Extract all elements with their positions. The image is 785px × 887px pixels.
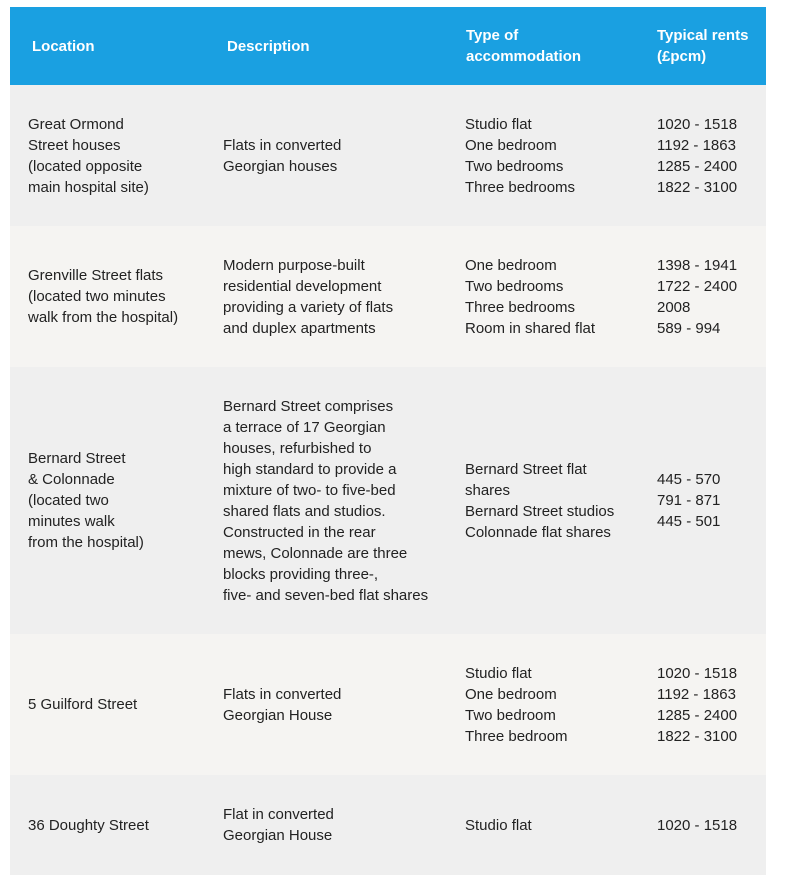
location-cell-line: Bernard Street: [28, 450, 126, 467]
table-row: [10, 775, 766, 875]
location-cell-line: Street houses: [28, 136, 121, 154]
description-cell-line: Georgian House: [223, 827, 333, 844]
rent-cell-line: 791 - 871: [657, 492, 721, 509]
accommodation-type-cell: [465, 85, 645, 226]
description-cell-line: Georgian House: [223, 706, 333, 724]
header-type-label-line1: Type of: [466, 27, 519, 44]
rent-cell: [657, 85, 767, 226]
accommodation-type-cell-line: Studio flat: [465, 115, 532, 133]
accommodation-type-cell-line: Room in shared flat: [465, 319, 596, 337]
table-row: [10, 85, 766, 226]
rent-cell-line: 1020 - 1518: [657, 664, 738, 682]
description-cell: [223, 367, 453, 634]
accommodation-type-cell-line: Three bedroom: [465, 727, 568, 745]
rent-cell-line: 1285 - 2400: [657, 706, 738, 724]
description-cell-line: and duplex apartments: [223, 319, 376, 337]
accommodation-type-cell-line: Studio flat: [465, 664, 532, 682]
accommodation-type-cell-line: Studio flat: [465, 816, 532, 834]
description-cell-line: Flat in converted: [223, 806, 334, 823]
location-cell-line: Grenville Street flats: [28, 267, 164, 284]
accommodation-type-cell-line: Bernard Street studios: [465, 502, 615, 520]
location-cell-line: walk from the hospital): [28, 309, 179, 326]
description-cell: [223, 226, 453, 367]
description-cell-line: houses, refurbished to: [223, 439, 372, 457]
accommodation-type-cell-line: Three bedrooms: [465, 298, 576, 316]
rent-cell-line: 1192 - 1863: [657, 685, 736, 703]
location-cell-line: main hospital site): [28, 178, 149, 196]
accommodation-type-cell-line: Two bedrooms: [465, 277, 564, 295]
location-cell-line: (located two minutes: [28, 288, 166, 305]
header-description: [227, 7, 457, 85]
accommodation-type-cell-line: One bedroom: [465, 685, 557, 703]
description-cell: [223, 634, 453, 775]
header-type: [466, 7, 646, 85]
rent-cell-line: 1822 - 3100: [657, 727, 738, 745]
description-cell: [223, 775, 453, 875]
rent-cell: [657, 367, 767, 634]
location-cell-line: 5 Guilford Street: [28, 696, 138, 713]
description-cell: [223, 85, 453, 226]
location-cell-line: (located opposite: [28, 157, 143, 175]
location-cell: [28, 367, 218, 634]
rent-cell-line: 1192 - 1863: [657, 136, 736, 154]
accommodation-type-cell-line: Colonnade flat shares: [465, 523, 611, 541]
rent-cell-line: 1722 - 2400: [657, 277, 738, 295]
description-cell-line: mixture of two- to five-bed: [223, 481, 396, 499]
accommodation-type-cell-line: One bedroom: [465, 256, 557, 274]
description-cell-line: shared flats and studios.: [223, 502, 386, 520]
rent-cell-line: 1285 - 2400: [657, 157, 738, 175]
description-cell-line: residential development: [223, 277, 382, 295]
rent-cell: [657, 226, 767, 367]
accommodation-type-cell-line: Bernard Street flat: [465, 460, 587, 478]
table-row: [10, 634, 766, 775]
location-cell: [28, 226, 218, 367]
table-row: [10, 367, 766, 634]
description-cell-line: mews, Colonnade are three: [223, 544, 408, 562]
description-cell-line: five- and seven-bed flat shares: [223, 586, 429, 604]
accommodation-type-cell-line: shares: [465, 481, 511, 499]
location-cell: [28, 775, 218, 875]
accommodation-type-cell-line: Two bedrooms: [465, 157, 564, 175]
description-cell-line: Flats in converted: [223, 136, 342, 154]
table-header: [10, 7, 766, 85]
rent-cell: [657, 634, 767, 775]
location-cell: [28, 85, 218, 226]
rent-cell-line: 1020 - 1518: [657, 115, 738, 133]
location-cell-line: 36 Doughty Street: [28, 816, 149, 834]
header-rents-label-line2: (£pcm): [657, 48, 707, 65]
description-cell-line: a terrace of 17 Georgian: [223, 418, 386, 436]
table-row: [10, 226, 766, 367]
description-cell-line: high standard to provide a: [223, 460, 397, 478]
header-location-label: Location: [32, 37, 95, 55]
rent-cell-line: 1020 - 1518: [657, 816, 738, 834]
accommodation-type-cell: [465, 226, 645, 367]
accommodation-type-cell: [465, 367, 645, 634]
rent-cell-line: 1398 - 1941: [657, 256, 738, 274]
header-type-label-line2: accommodation: [466, 48, 582, 65]
rent-cell-line: 2008: [657, 298, 691, 316]
location-cell: [28, 634, 218, 775]
header-description-label: Description: [227, 37, 310, 55]
rent-cell-line: 1822 - 3100: [657, 178, 738, 196]
header-rents-label-line1: Typical rents: [657, 27, 749, 44]
accommodation-type-cell-line: One bedroom: [465, 136, 557, 154]
accommodation-type-cell-line: Three bedrooms: [465, 178, 576, 196]
location-cell-line: (located two: [28, 492, 109, 509]
description-cell-line: providing a variety of flats: [223, 298, 394, 316]
description-cell-line: Flats in converted: [223, 685, 342, 703]
header-rents: [657, 7, 767, 85]
rent-cell: [657, 775, 767, 875]
location-cell-line: & Colonnade: [28, 471, 115, 488]
accommodation-type-cell-line: Two bedroom: [465, 706, 556, 724]
description-cell-line: blocks providing three-,: [223, 565, 379, 583]
location-cell-line: minutes walk: [28, 513, 115, 530]
accommodation-type-cell: [465, 634, 645, 775]
accommodation-table: [10, 7, 766, 875]
rent-cell-line: 445 - 501: [657, 513, 721, 530]
header-location: [32, 7, 222, 85]
location-cell-line: Great Ormond: [28, 115, 124, 133]
accommodation-type-cell: [465, 775, 645, 875]
rent-cell-line: 589 - 994: [657, 319, 721, 337]
description-cell-line: Bernard Street comprises: [223, 397, 394, 415]
description-cell-line: Constructed in the rear: [223, 523, 376, 541]
location-cell-line: from the hospital): [28, 534, 144, 551]
rent-cell-line: 445 - 570: [657, 471, 721, 488]
description-cell-line: Georgian houses: [223, 157, 338, 175]
description-cell-line: Modern purpose-built: [223, 256, 365, 274]
